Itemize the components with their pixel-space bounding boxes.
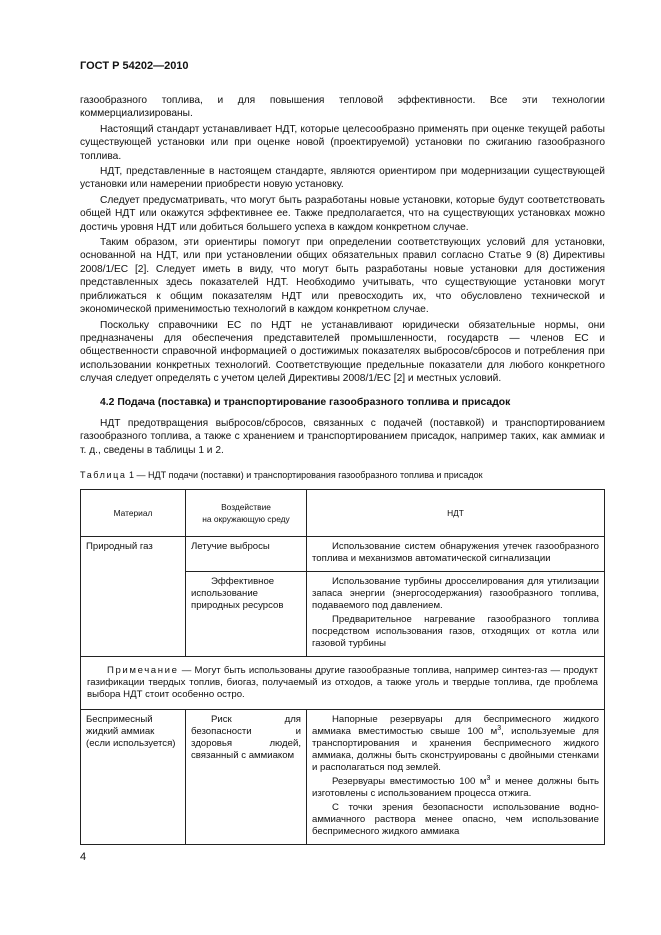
header-impact bbox=[186, 489, 307, 536]
cell-material: Природный газ bbox=[81, 536, 186, 656]
impact-text: Риск для безопасности и здоровья людей, связанный с аммиаком bbox=[191, 713, 301, 761]
header-ndt: НДТ bbox=[307, 489, 605, 536]
table-row bbox=[81, 709, 605, 844]
header-impact-line2: на окружающую среду bbox=[202, 513, 290, 524]
table-caption bbox=[80, 469, 605, 482]
paragraph: Следует предусматривать, что могут быть разработаны новые установки, которые будут соответствовать общей НДТ или окажутся эффективнее ее. Также предполагается, что на существующих установках можно достичь уровня НДТ или добиться большего успеха в каждом конкретном случае. bbox=[80, 194, 605, 233]
note-word: Примечание bbox=[107, 664, 179, 676]
table-row bbox=[81, 536, 605, 571]
paragraph: Таким образом, эти ориентиры помогут при определении соответствующих условий для установки, основанной на НДТ, или при установлении общих обязательных правил согласно Статье 9 (8) Директивы 2008/1/EC [2]. Следует иметь в виду, что могут быть разработаны новые установки для достижения представленных здесь показателей НДТ. Необходимо учитывать, что существующие установки могут приближаться к общим показателям НДТ или превосходить их, что обусловлено технической и экономической применимостью технологий в каждом конкретном случае. bbox=[80, 237, 605, 316]
ndt-text: Напорные резервуары для беспримесного жидкого аммиака вместимостью свыше 100 $м^3$, используемые для транспортирования и хранения беспримесного жидкого аммиака, должны быть сконструированы с двойными стенками и располагаться под землей. bbox=[312, 713, 599, 773]
standard-header: ГОСТ Р 54202—2010 bbox=[80, 60, 189, 72]
ndt-text: Использование систем обнаружения утечек газообразного топлива и механизмов автоматической сигнализации bbox=[312, 540, 599, 564]
cell-impact bbox=[186, 571, 307, 656]
page-body bbox=[80, 94, 605, 845]
paragraph: НДТ, представленные в настоящем стандарте, являются ориентиром при модернизации существующей установки или намерении приобрести новую установку. bbox=[80, 166, 605, 191]
header-material: Материал bbox=[81, 489, 186, 536]
caption-word: Таблица bbox=[80, 470, 127, 481]
cell-material: Беспримесный жидкий аммиак (если используется) bbox=[81, 709, 186, 844]
cell-ndt bbox=[307, 709, 605, 844]
ndt-text: Использование турбины дросселирования для утилизации запаса энергии (энергосодержания) газообразного топлива, подаваемого под давлением. bbox=[312, 575, 599, 611]
table-note-row bbox=[81, 656, 605, 709]
ndt-text: Резервуары вместимостью 100 $м^3$ и менее должны быть изготовлены с использованием процесса отжига. bbox=[312, 774, 599, 799]
section-intro: НДТ предотвращения выбросов/сбросов, связанных с подачей (поставкой) и транспортированием газообразного топлива, а также с хранением и транспортированием присадок, например таких, как аммиак и т. д., сведены в таблицы 1 и 2. bbox=[80, 417, 605, 456]
section-title: 4.2 Подача (поставка) и транспортирование газообразного топлива и присадок bbox=[100, 396, 511, 408]
ndt-text: С точки зрения безопасности использование водно-аммиачного раствора менее опасно, чем использование беспримесного жидкого аммиака bbox=[312, 801, 599, 837]
cell-ndt bbox=[307, 536, 605, 571]
table-header-row bbox=[81, 489, 605, 536]
impact-text: Эффективное использование природных ресурсов bbox=[191, 575, 284, 611]
ndt-text: Предварительное нагревание газообразного топлива посредством использования газов, отходящих от котла или газовой турбины bbox=[312, 613, 599, 649]
cell-ndt bbox=[307, 571, 605, 656]
paragraph: газообразного топлива, и для повышения тепловой эффективности. Все эти технологии коммерциализированы. bbox=[80, 95, 605, 120]
caption-text: 1 — НДТ подачи (поставки) и транспортирования газообразного топлива и присадок bbox=[126, 470, 483, 481]
note-text: — Могут быть использованы другие газообразные топлива, например синтез-газ — продукт газификации твердых топлив, биогаз, получаемый из отходов, а также уголь и твердые топлива, где проблема выбора НДТ стоит особенно остро. bbox=[87, 664, 598, 700]
cell-impact bbox=[186, 709, 307, 844]
paragraph: Настоящий стандарт устанавливает НДТ, которые целесообразно применять при оценке текущей работы существующей установки или при оценке новой (проектируемой) установки по сжиганию газообразного топлива. bbox=[80, 123, 605, 162]
page-number: 4 bbox=[80, 851, 87, 863]
paragraph: Поскольку справочники ЕС по НДТ не устанавливают юридически обязательные нормы, они предназначены для обеспечения представителей промышленности, государств — членов ЕС и общественности справочной информацией о достижимых показателях выбросов/сбросов и потребления при использовании конкретных технологий. Соответствующие предельные показатели для любого конкретного случая следует определять с учетом целей Директивы 2008/1/EC [2] и местных условий. bbox=[80, 319, 605, 385]
cell-impact: Летучие выбросы bbox=[186, 536, 307, 571]
table-note bbox=[81, 656, 605, 709]
header-impact-line1: Воздействие bbox=[221, 501, 271, 512]
ndt-table bbox=[80, 489, 605, 845]
